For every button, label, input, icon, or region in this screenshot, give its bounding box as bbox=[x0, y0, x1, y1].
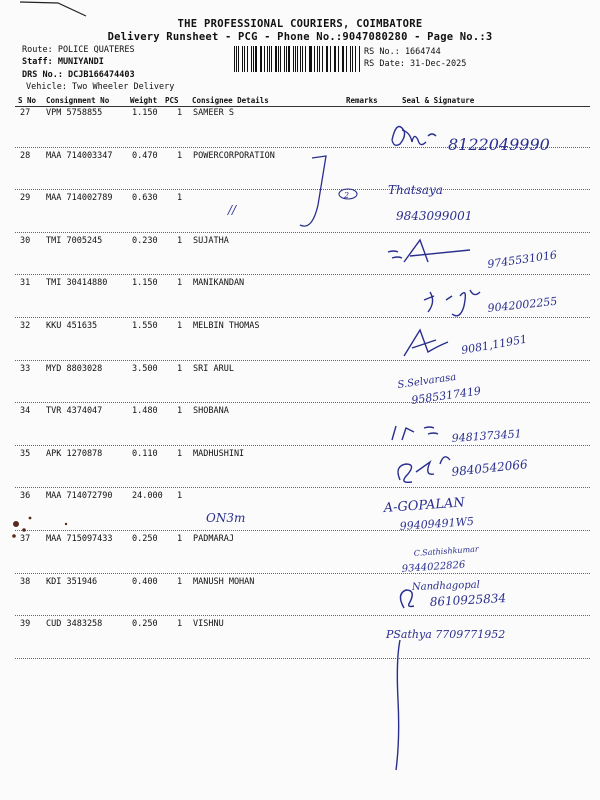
hw-39: PSathya 7709771952 bbox=[386, 628, 506, 641]
header-divider bbox=[15, 106, 590, 107]
row-consignment: MAA 714003347 bbox=[46, 150, 113, 161]
hw-36-a: A-GOPALAN bbox=[383, 495, 466, 516]
row-pcs: 1 bbox=[177, 235, 183, 246]
row-consignment: VPM 5758855 bbox=[46, 108, 103, 118]
runsheet-subtitle: Delivery Runsheet - PCG - Phone No.:9047080280 - Page No.:3 bbox=[107, 31, 493, 43]
route-label: Route: POLICE QUATERES bbox=[22, 45, 135, 55]
row-weight: 1.150 bbox=[132, 278, 158, 289]
hw-31: 9042002255 bbox=[486, 294, 558, 315]
corner-mark bbox=[20, 2, 86, 16]
row-pcs: 1 bbox=[177, 108, 183, 118]
row-weight: 3.500 bbox=[132, 363, 158, 374]
rs-number: RS No.: 1664744 bbox=[364, 47, 441, 57]
staff-label: Staff: MUNIYANDI bbox=[22, 57, 104, 67]
row-consignee: SAMEER S bbox=[193, 108, 234, 118]
row-pcs: 1 bbox=[177, 534, 183, 544]
row-pcs: 1 bbox=[177, 406, 183, 417]
row-pcs: 1 bbox=[177, 150, 183, 161]
row-consignee: MADHUSHINI bbox=[193, 448, 245, 459]
row-divider bbox=[15, 317, 590, 318]
hw-27: 8122049990 bbox=[448, 135, 550, 154]
row-divider bbox=[15, 487, 590, 488]
hw-36-b: 99409491W5 bbox=[399, 514, 475, 533]
row-weight: 1.480 bbox=[132, 406, 158, 417]
table-row bbox=[15, 534, 590, 576]
drs-number: DRS No.: DCJB166474403 bbox=[22, 70, 135, 80]
row-sno: 32 bbox=[20, 321, 31, 331]
hw-35-a: 9481373451 bbox=[451, 427, 523, 445]
row-sno: 30 bbox=[20, 235, 31, 246]
row-sno: 28 bbox=[20, 150, 31, 161]
col-seal-signature: Seal & Signature bbox=[402, 96, 475, 105]
row-pcs: 1 bbox=[177, 363, 183, 374]
table-row bbox=[15, 491, 590, 533]
row-divider bbox=[15, 360, 590, 361]
row-divider bbox=[15, 274, 590, 275]
row-weight: 0.110 bbox=[132, 448, 158, 459]
table-row bbox=[15, 406, 590, 448]
barcode bbox=[234, 46, 360, 72]
row-divider bbox=[15, 445, 590, 446]
row-sno: 27 bbox=[20, 108, 31, 118]
row-divider bbox=[15, 658, 590, 659]
hw-29-a: Thatsaya bbox=[388, 183, 443, 197]
col-sno: S No bbox=[18, 96, 37, 105]
row-sno: 34 bbox=[20, 406, 31, 417]
hw-28-mark: // bbox=[228, 203, 237, 217]
row-weight: 0.400 bbox=[132, 576, 158, 587]
row-divider bbox=[15, 402, 590, 403]
hw-36-c: ON3m bbox=[206, 511, 246, 525]
row-pcs: 1 bbox=[177, 448, 183, 459]
row-consignee: MANUSH MOHAN bbox=[193, 576, 255, 587]
row-sno: 36 bbox=[20, 491, 31, 502]
row-consignment: MYD 8803028 bbox=[46, 363, 103, 374]
table-row bbox=[15, 193, 590, 235]
row-sno: 37 bbox=[20, 534, 31, 544]
row-divider bbox=[15, 147, 590, 148]
row-pcs: 1 bbox=[177, 619, 183, 630]
vehicle-label: Vehicle: Two Wheeler Delivery bbox=[26, 82, 175, 92]
row-sno: 31 bbox=[20, 278, 31, 289]
table-row bbox=[15, 364, 590, 406]
row-consignee: VISHNU bbox=[193, 619, 224, 630]
hw-35-b: 9840542066 bbox=[450, 457, 529, 479]
table-row bbox=[15, 321, 590, 363]
hw-32: 9081,11951 bbox=[460, 332, 528, 357]
hw-29-b: 9843099001 bbox=[396, 209, 473, 223]
hw-33-a: S.Selvarasa bbox=[396, 371, 457, 391]
row-sno: 33 bbox=[20, 363, 31, 374]
row-consignment: CUD 3483258 bbox=[46, 619, 103, 630]
row-divider bbox=[15, 232, 590, 233]
row-weight: 1.150 bbox=[132, 108, 158, 118]
col-remarks: Remarks bbox=[346, 96, 378, 105]
hw-29-c: 2 bbox=[344, 191, 350, 200]
table-row bbox=[15, 236, 590, 278]
col-pcs: PCS bbox=[165, 96, 179, 105]
hw-38-a: Nandhagopal bbox=[411, 579, 481, 593]
row-consignee: SRI ARUL bbox=[193, 363, 234, 374]
table-row bbox=[15, 278, 590, 320]
row-consignee: SHOBANA bbox=[193, 406, 229, 417]
row-divider bbox=[15, 189, 590, 190]
row-consignee: PADMARAJ bbox=[193, 534, 234, 544]
hw-37-a: C.Sathishkumar bbox=[413, 544, 479, 558]
row-pcs: 1 bbox=[177, 278, 183, 289]
row-weight: 0.250 bbox=[132, 619, 158, 630]
row-consignee: MANIKANDAN bbox=[193, 278, 245, 289]
row-divider bbox=[15, 573, 590, 574]
row-divider bbox=[15, 530, 590, 531]
table-row bbox=[15, 449, 590, 491]
row-consignment: MAA 714002789 bbox=[46, 193, 113, 204]
row-weight: 0.230 bbox=[132, 235, 158, 246]
hw-38-b: 8610925834 bbox=[429, 591, 507, 609]
row-weight: 0.470 bbox=[132, 150, 158, 161]
hw-33-b: 9585317419 bbox=[410, 384, 482, 407]
table-row bbox=[15, 151, 590, 193]
row-consignee: MELBIN THOMAS bbox=[193, 321, 260, 331]
rs-date: RS Date: 31-Dec-2025 bbox=[364, 59, 467, 69]
table-row bbox=[15, 108, 590, 150]
row-divider bbox=[15, 615, 590, 616]
row-weight: 24.000 bbox=[132, 491, 163, 502]
hw-37-b: 9344022826 bbox=[401, 559, 466, 575]
col-weight: Weight bbox=[130, 96, 158, 105]
row-sno: 38 bbox=[20, 576, 31, 587]
row-consignee: POWERCORPORATION bbox=[193, 150, 275, 161]
row-weight: 1.550 bbox=[132, 321, 158, 331]
row-sno: 29 bbox=[20, 193, 31, 204]
row-consignment: TVR 4374047 bbox=[46, 406, 103, 417]
row-consignment: KKU 451635 bbox=[46, 321, 98, 331]
row-sno: 35 bbox=[20, 448, 31, 459]
company-title: THE PROFESSIONAL COURIERS, COIMBATORE bbox=[177, 18, 423, 30]
row-weight: 0.250 bbox=[132, 534, 158, 544]
row-consignment: MAA 715097433 bbox=[46, 534, 113, 544]
row-consignee: SUJATHA bbox=[193, 235, 229, 246]
col-consignment: Consignment No bbox=[46, 96, 110, 105]
row-consignment: KDI 351946 bbox=[46, 576, 98, 587]
row-consignment: APK 1270878 bbox=[46, 448, 103, 459]
table-row bbox=[15, 619, 590, 661]
row-weight: 0.630 bbox=[132, 193, 158, 204]
hw-30: 9745531016 bbox=[486, 248, 558, 271]
table-row bbox=[15, 577, 590, 619]
row-pcs: 1 bbox=[177, 576, 183, 587]
row-pcs: 1 bbox=[177, 193, 183, 204]
row-pcs: 1 bbox=[177, 491, 183, 502]
row-pcs: 1 bbox=[177, 321, 183, 331]
col-consignee: Consignee Details bbox=[192, 96, 269, 105]
row-consignment: TMI 30414880 bbox=[46, 278, 108, 289]
row-consignment: TMI 7005245 bbox=[46, 235, 103, 246]
row-consignment: MAA 714072790 bbox=[46, 491, 113, 502]
row-sno: 39 bbox=[20, 619, 31, 630]
